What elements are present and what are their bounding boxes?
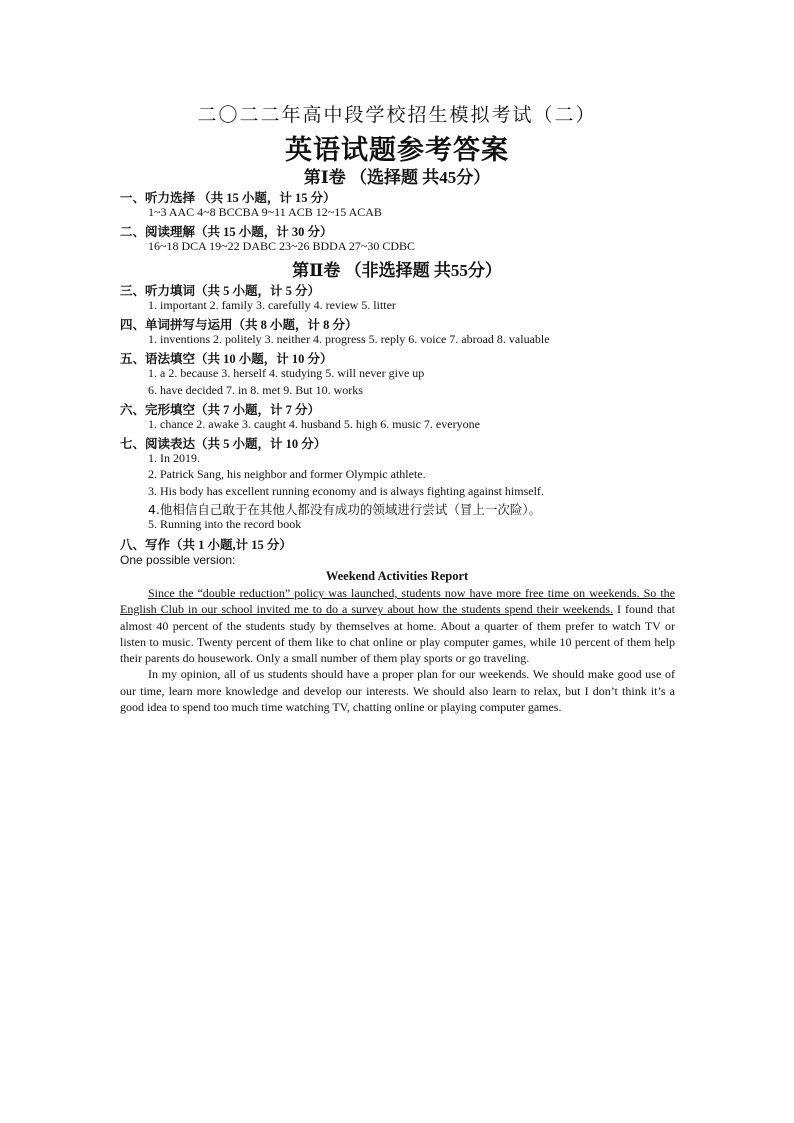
section-heading: 三、听力填词（共 5 小题，计 5 分） bbox=[120, 284, 321, 298]
answer-line: 2. Patrick Sang, his neighbor and former Olympic athlete. bbox=[148, 467, 426, 481]
answer-line: 1. a 2. because 3. herself 4. studying 5. will never give up bbox=[148, 366, 425, 380]
answer-line: 1~3 AAC 4~8 BCCBA 9~11 ACB 12~15 ACAB bbox=[148, 205, 382, 219]
section-heading: 六、完形填空（共 7 小题，计 7 分） bbox=[120, 403, 321, 417]
exam-title: 二〇二二年高中段学校招生模拟考试（二） bbox=[197, 105, 597, 126]
answer-line: 1. chance 2. awake 3. caught 4. husband 5. high 6. music 7. everyone bbox=[148, 417, 480, 431]
section-heading: 四、单词拼写与运用（共 8 小题，计 8 分） bbox=[120, 318, 358, 332]
essay-paragraph-2: In my opinion, all of us students should have a proper plan for our weekends. We should make good use of our time, learn more knowledge and develop our interests. We should also learn to relax, but I don’t think it’s a good idea to spend too much time watching TV, chatting online or playing computer games. bbox=[120, 667, 675, 715]
part2-title: 第Ⅱ卷 （非选择题 共55分） bbox=[292, 261, 502, 280]
essay-paragraph-1 bbox=[120, 585, 675, 666]
answer-line: 3. His body has excellent running economy and is always fighting against himself. bbox=[148, 484, 544, 498]
section-heading: 七、阅读表达（共 5 小题，计 10 分） bbox=[120, 437, 327, 451]
answer-line: 1. important 2. family 3. carefully 4. review 5. litter bbox=[148, 298, 396, 312]
section-heading: 五、语法填空（共 10 小题，计 10 分） bbox=[120, 352, 333, 366]
answer-line-chinese: 4.他相信自己敢于在其他人都没有成功的领域进行尝试（冒上一次险）。 bbox=[148, 502, 542, 517]
section-heading: 八、写作（共 1 小题,计 15 分） bbox=[120, 538, 292, 552]
essay-title: Weekend Activities Report bbox=[325, 569, 469, 583]
answer-line: 5. Running into the record book bbox=[148, 517, 302, 531]
section-heading: 二、阅读理解（共 15 小题，计 30 分） bbox=[120, 225, 333, 239]
answer-line: 16~18 DCA 19~22 DABC 23~26 BDDA 27~30 CDBC bbox=[148, 239, 415, 253]
answer-line: 1. In 2019. bbox=[148, 451, 200, 465]
essay-text: I found that almost 40 percent of the students study by themselves at home. About a quarter of them prefer to watch TV or listen to music. Twenty percent of them like to chat online or play computer games, while 10 percent of them help their parents do housework. Only a small number of them play sports or go traveling. bbox=[120, 602, 675, 666]
part1-title: 第Ⅰ卷 （选择题 共45分） bbox=[303, 168, 491, 187]
essay-underlined-text: Since the “double reduction” policy was launched, students now have more free time on weekends. So the English Club in our school invited me to do a survey about how the students spend their weekends. bbox=[120, 586, 675, 617]
document-title: 英语试题参考答案 bbox=[285, 135, 509, 165]
writing-intro: One possible version: bbox=[120, 553, 236, 567]
section-heading: 一、听力选择 （共 15 小题，计 15 分） bbox=[120, 191, 336, 205]
answer-line: 6. have decided 7. in 8. met 9. But 10. works bbox=[148, 383, 363, 397]
answer-line: 1. inventions 2. politely 3. neither 4. progress 5. reply 6. voice 7. abroad 8. valuable bbox=[148, 332, 550, 346]
essay-body bbox=[120, 585, 675, 715]
